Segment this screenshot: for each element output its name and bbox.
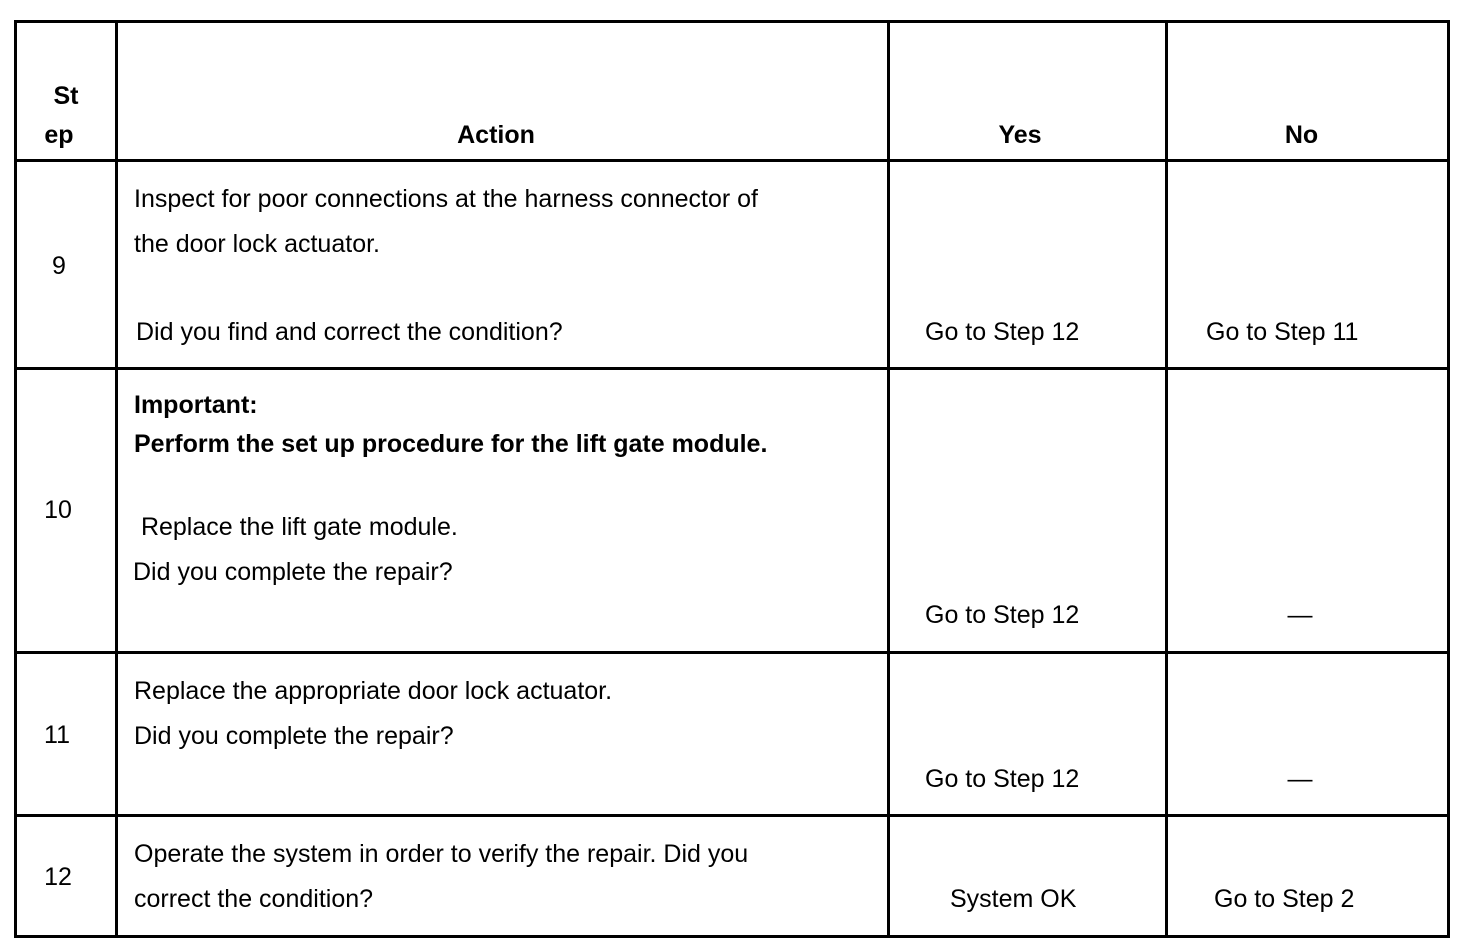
row-11-question: Did you complete the repair?	[134, 722, 454, 750]
action-yes-divider	[887, 20, 890, 938]
row-11-bottom-border	[14, 814, 1450, 817]
row-9-action-line2: the door lock actuator.	[134, 230, 380, 258]
row-12-no: Go to Step 2	[1214, 885, 1355, 913]
row-11-yes: Go to Step 12	[925, 765, 1080, 793]
header-step-line2: ep	[44, 121, 74, 149]
row-10-bottom-border	[14, 651, 1450, 654]
row-9-yes: Go to Step 12	[925, 318, 1080, 346]
header-step-line1: St	[53, 82, 79, 110]
row-10-yes: Go to Step 12	[925, 601, 1080, 629]
row-10-important-text: Perform the set up procedure for the lift gate module.	[134, 430, 768, 458]
row-10-step: 10	[44, 496, 72, 524]
table-left-border	[14, 20, 17, 938]
row-12-action-line2: correct the condition?	[134, 885, 374, 913]
header-no: No	[1284, 121, 1319, 149]
row-9-question: Did you find and correct the condition?	[136, 318, 563, 346]
header-yes: Yes	[998, 121, 1042, 149]
row-11-no: —	[1287, 765, 1313, 793]
row-10-important-label: Important:	[134, 391, 258, 419]
header-bottom-border	[14, 159, 1450, 162]
row-9-step: 9	[52, 252, 66, 280]
row-9-no: Go to Step 11	[1206, 318, 1359, 346]
row-9-bottom-border	[14, 367, 1450, 370]
yes-no-divider	[1165, 20, 1168, 938]
row-10-question: Did you complete the repair?	[133, 558, 453, 586]
row-12-yes: System OK	[950, 885, 1077, 913]
header-action: Action	[457, 121, 535, 149]
row-12-step: 12	[44, 863, 72, 891]
step-action-divider	[115, 20, 118, 938]
row-10-action-line1: Replace the lift gate module.	[134, 513, 458, 541]
table-bottom-border	[14, 935, 1450, 938]
table-right-border	[1447, 20, 1450, 938]
row-11-step: 11	[44, 721, 70, 749]
table-top-border	[14, 20, 1450, 23]
row-12-action-line1: Operate the system in order to verify the repair. Did you	[134, 840, 749, 868]
row-9-action-line1: Inspect for poor connections at the harness connector of	[134, 185, 758, 213]
row-10-no: —	[1287, 601, 1313, 629]
row-11-action-line1: Replace the appropriate door lock actuator.	[134, 677, 613, 705]
